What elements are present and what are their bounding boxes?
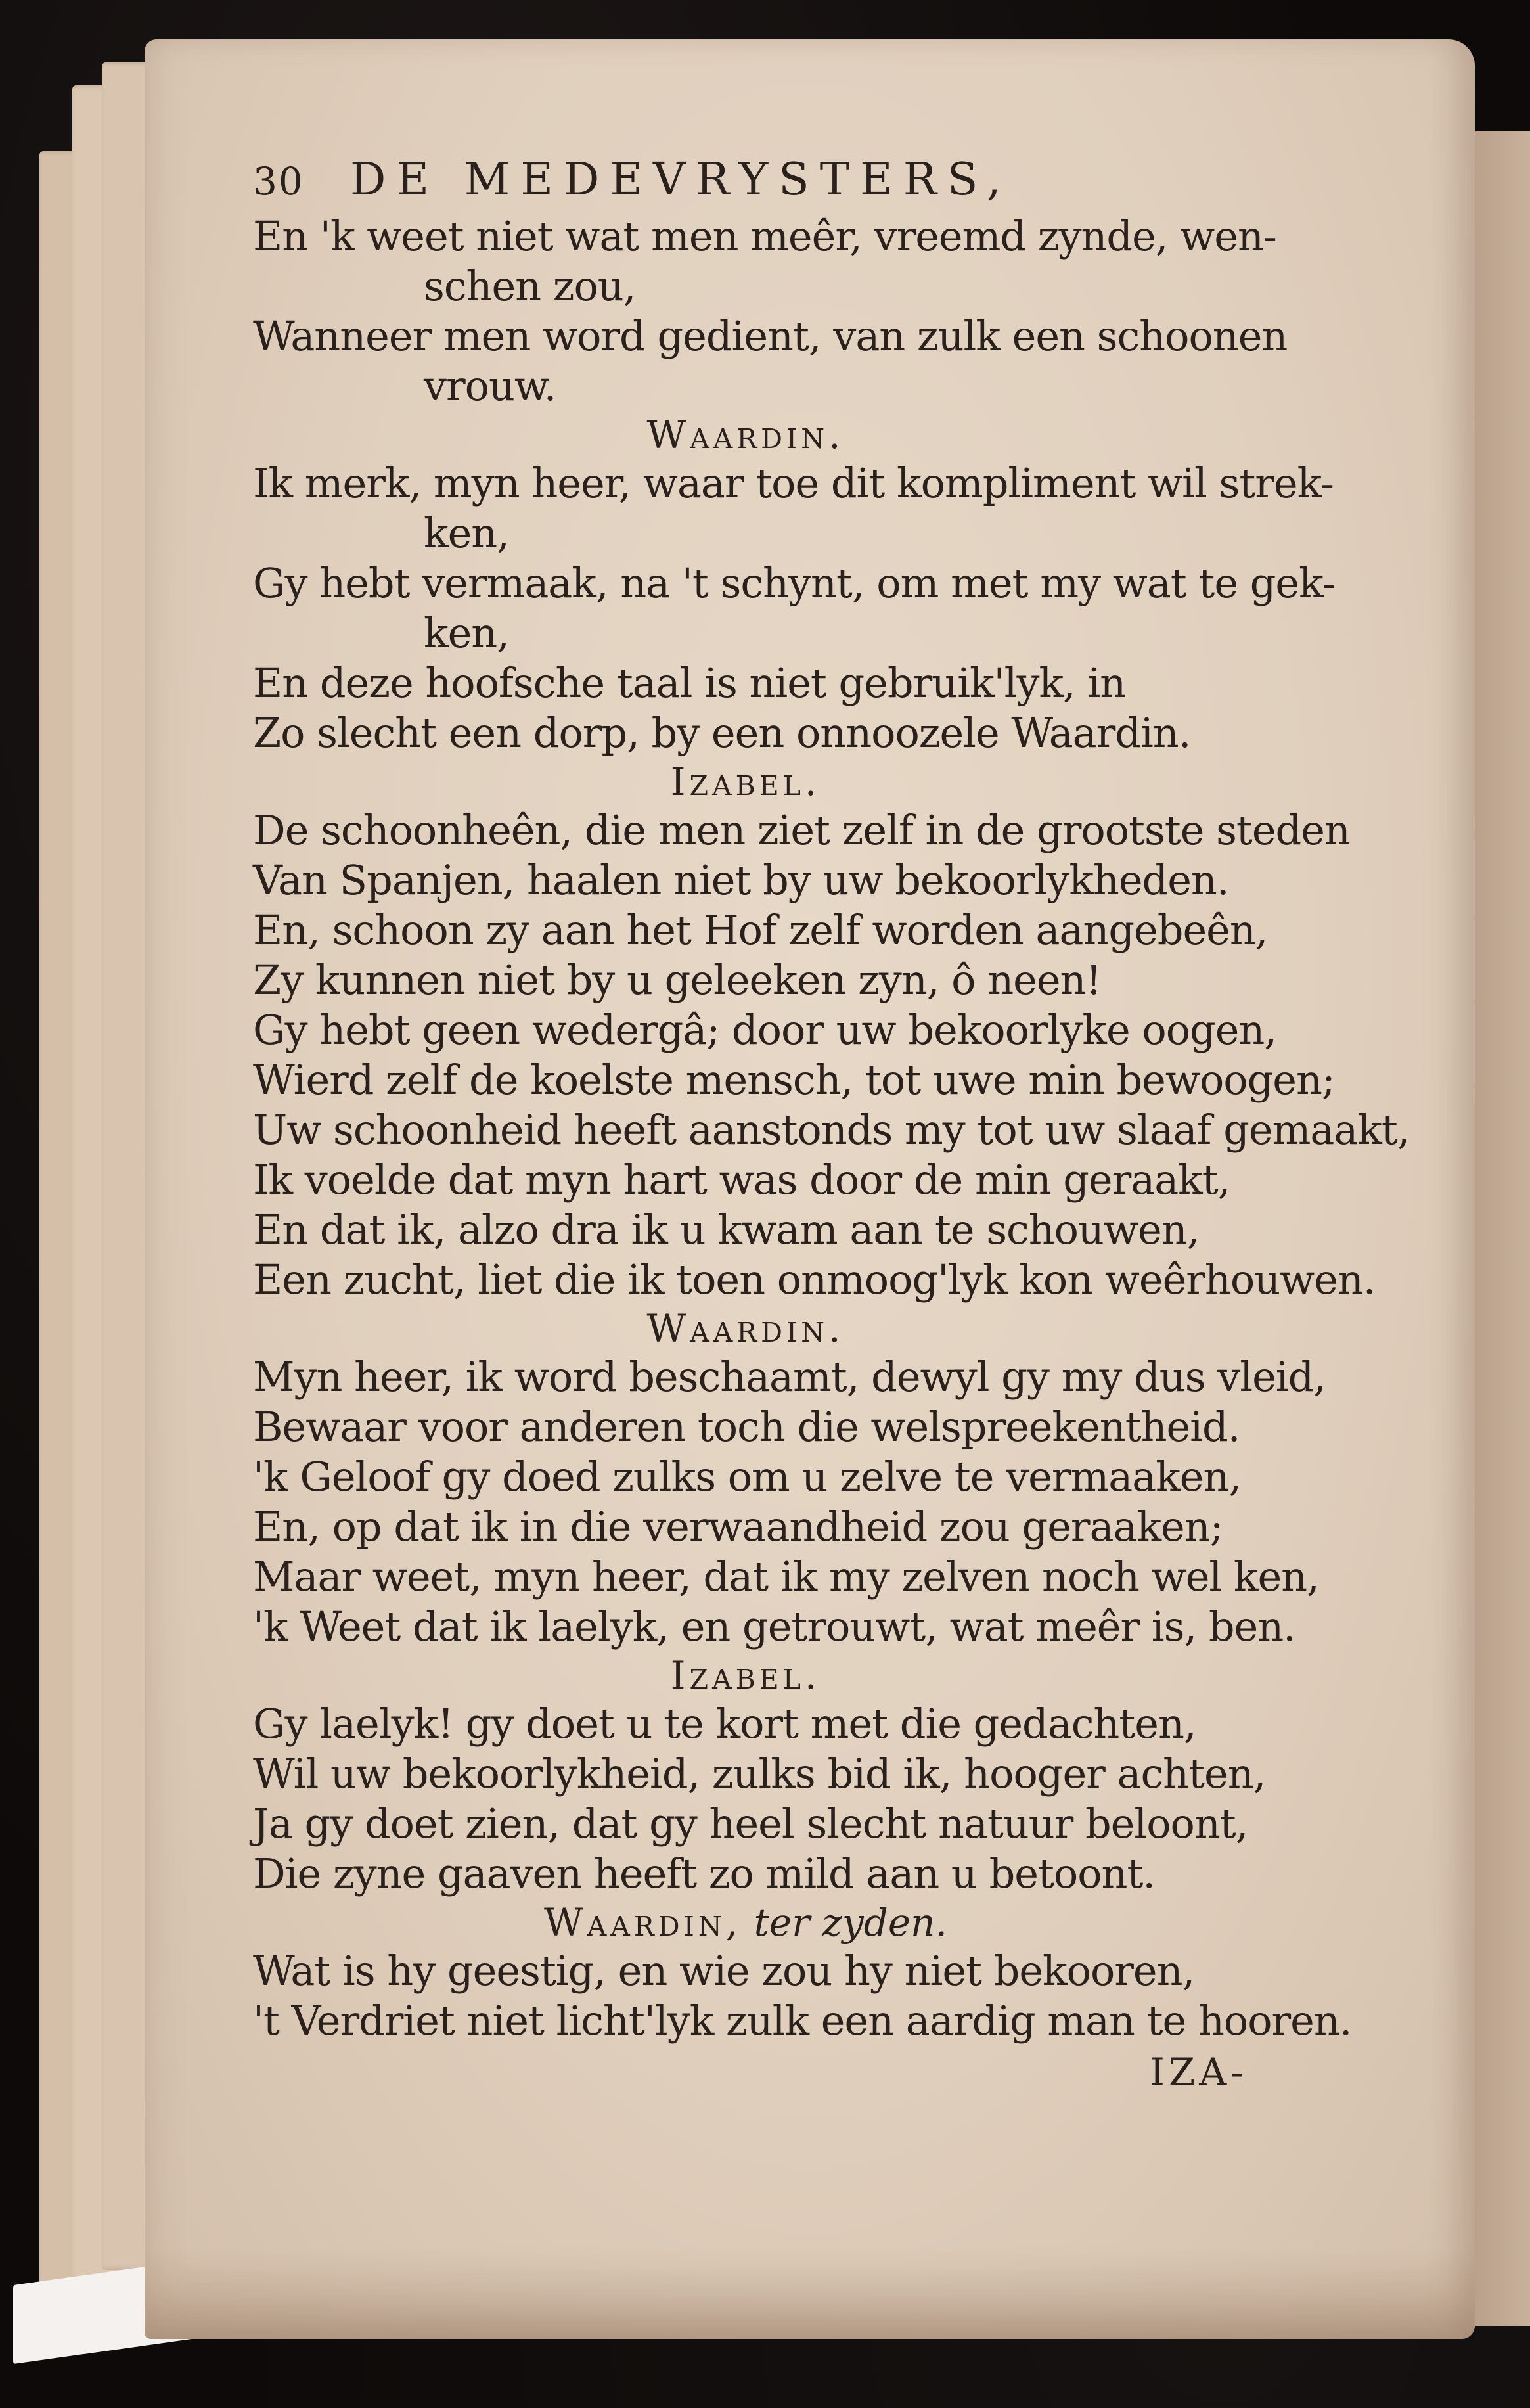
verse-line: 't Verdriet niet licht'lyk zulk een aardig man te hooren. — [253, 1997, 1352, 2045]
verse-line: Wat is hy geestig, en wie zou hy niet bekooren, — [253, 1947, 1195, 1995]
page-number: 30 — [253, 159, 304, 204]
verse-line: Ik merk, myn heer, waar toe dit kompliment wil strek- — [253, 459, 1334, 507]
verse-line: En dat ik, alzo dra ik u kwam aan te schouwen, — [253, 1206, 1200, 1254]
verse-line: Maar weet, myn heer, dat ik my zelven noch wel ken, — [253, 1553, 1319, 1601]
verse-line: Gy hebt vermaak, na 't schynt, om met my wat te gek- — [253, 559, 1336, 607]
speaker-name: Izabel. — [670, 1653, 821, 1698]
verse-line: Van Spanjen, haalen niet by uw bekoorlykheden. — [253, 856, 1229, 904]
verse-line: Gy hebt geen wedergâ; door uw bekoorlyke oogen, — [253, 1006, 1277, 1054]
verse-line: 'k Weet dat ik laelyk, en getrouwt, wat meêr is, ben. — [253, 1602, 1295, 1650]
stage-direction: ter zyden. — [742, 1900, 947, 1945]
running-head — [253, 154, 1435, 206]
speaker-name: Waardin. — [646, 413, 845, 457]
verse-line: Wanneer men word gedient, van zulk een schoonen — [253, 312, 1288, 360]
running-title: DE MEDEVRYSTERS, — [349, 154, 1012, 206]
verse-line: Ik voelde dat myn hart was door de min geraakt, — [253, 1156, 1230, 1204]
verse-line: Wil uw bekoorlykheid, zulks bid ik, hooger achten, — [253, 1750, 1266, 1798]
verse-line: De schoonheên, die men ziet zelf in de grootste steden — [253, 806, 1350, 854]
verse-line: Die zyne gaaven heeft zo mild aan u betoont. — [253, 1850, 1156, 1897]
page-text — [253, 154, 1435, 2046]
speaker-heading — [253, 1899, 1238, 1946]
verse-line: En 'k weet niet wat men meêr, vreemd zynde, wen- — [253, 212, 1276, 260]
verse-line-continuation: ken, — [424, 509, 509, 557]
verse-line: Bewaar voor anderen toch die welspreekentheid. — [253, 1403, 1240, 1451]
speaker-name: Waardin, — [544, 1900, 742, 1945]
speaker-heading — [253, 411, 1238, 459]
verse-line: En, op dat ik in die verwaandheid zou geraaken; — [253, 1503, 1223, 1551]
verse-line: 'k Geloof gy doed zulks om u zelve te vermaaken, — [253, 1453, 1242, 1501]
page-bottom-shadow — [145, 2247, 1475, 2339]
verse-line-continuation: vrouw. — [424, 362, 556, 410]
verse-line: Zo slecht een dorp, by een onnoozele Waardin. — [253, 709, 1191, 757]
verse-line: Uw schoonheid heeft aanstonds my tot uw slaaf gemaakt, — [253, 1106, 1410, 1154]
play-text-body — [253, 212, 1435, 2046]
verse-line: Zy kunnen niet by u geleeken zyn, ô neen! — [253, 956, 1102, 1004]
speaker-name: Waardin. — [646, 1306, 845, 1351]
verse-line-continuation: schen zou, — [424, 262, 636, 310]
catchword: IZA- — [1150, 2050, 1248, 2095]
verse-line: Een zucht, liet die ik toen onmoog'lyk kon weêrhouwen. — [253, 1256, 1376, 1304]
speaker-heading — [253, 758, 1238, 806]
verse-line: Wierd zelf de koelste mensch, tot uwe min bewoogen; — [253, 1056, 1335, 1104]
verse-line: En, schoon zy aan het Hof zelf worden aangebeên, — [253, 906, 1268, 954]
speaker-name: Izabel. — [670, 760, 821, 804]
facing-page-edge — [1474, 131, 1530, 2326]
verse-line: Gy laelyk! gy doet u te kort met die gedachten, — [253, 1700, 1196, 1748]
verse-line: Ja gy doet zien, dat gy heel slecht natuur beloont, — [253, 1800, 1248, 1848]
verse-line: En deze hoofsche taal is niet gebruik'lyk, in — [253, 659, 1126, 707]
verse-line: Myn heer, ik word beschaamt, dewyl gy my dus vleid, — [253, 1353, 1326, 1401]
speaker-heading — [253, 1305, 1238, 1352]
verse-line-continuation: ken, — [424, 609, 509, 657]
speaker-heading — [253, 1652, 1238, 1699]
